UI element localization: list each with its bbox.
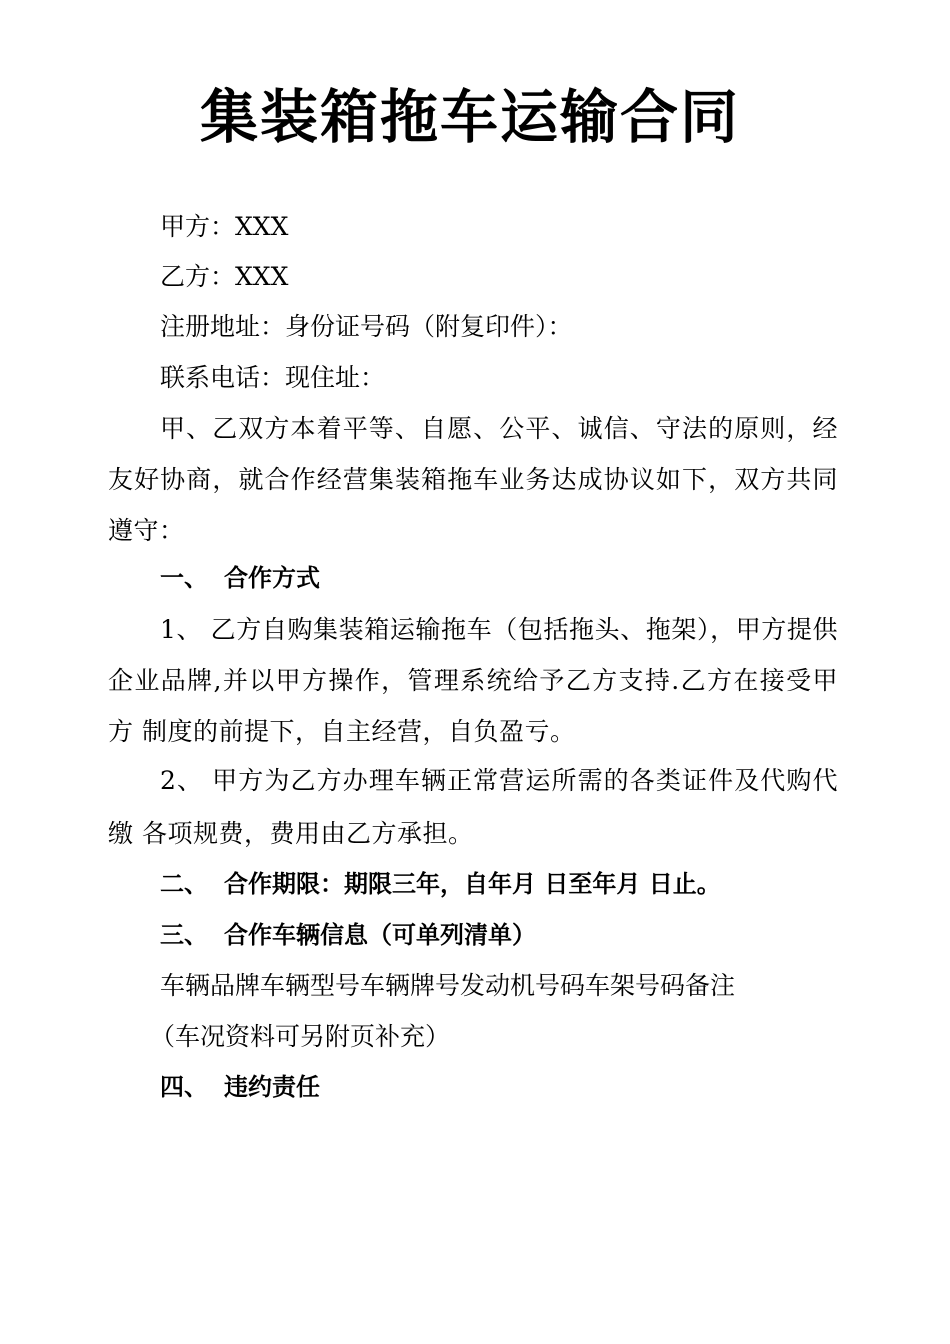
section-4-title: 违约责任: [224, 1073, 320, 1101]
clause-1-paragraph: 1、 乙方自购集装箱运输拖车（包括拖头、拖架），甲方提供 企业品牌,并以甲方操作，管理系统给予乙方支持.乙方在接受甲方 制度的前提下，自主经营，自负盈亏。: [108, 615, 838, 746]
section-1-title: 合作方式: [224, 564, 320, 592]
vehicle-note-line: （车况资料可另附页补充）: [150, 1022, 451, 1051]
party-a-line: 甲方：XXX: [160, 212, 289, 241]
contact-line: 联系电话：现住址：: [160, 363, 386, 392]
section-2-heading: [108, 859, 838, 910]
address-line: 注册地址：身份证号码（附复印件）：: [160, 312, 573, 341]
vehicle-fields-line: 车辆品牌车辆型号车辆牌号发动机号码车架号码备注: [160, 971, 736, 1000]
document-title: 集装箱拖车运输合同: [199, 83, 740, 151]
section-3-title: 合作车辆信息（可单列清单）: [224, 921, 536, 949]
section-1-heading: [108, 553, 838, 604]
intro-paragraph: 甲、乙双方本着平等、自愿、公平、诚信、守法的原则，经友好协商，就合作经营集装箱拖车业务达成协议如下，双方共同遵守：: [108, 414, 838, 545]
party-b-line: 乙方：XXX: [160, 262, 289, 291]
section-3-heading: [108, 910, 838, 961]
section-2-title: 合作期限：期限三年，自年月 日至年月 日止。: [224, 870, 721, 898]
section-4-number: 四、: [160, 1073, 208, 1101]
clause-2-paragraph: 2、 甲方为乙方办理车辆正常营运所需的各类证件及代购代缴 各项规费，费用由乙方承担。: [108, 766, 838, 848]
section-1-number: 一、: [160, 564, 208, 592]
section-2-number: 二、: [160, 870, 208, 898]
section-4-heading: [108, 1062, 838, 1113]
section-3-number: 三、: [160, 921, 208, 949]
